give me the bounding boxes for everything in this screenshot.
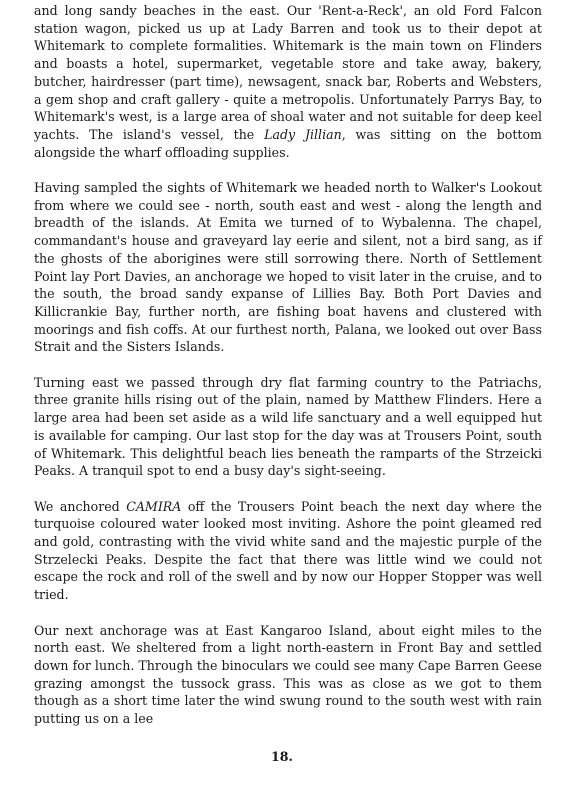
- paragraph: Turning east we passed through dry flat farming country to the Patriachs, three granite hills rising out of the plain, named by Matthew Flinders. Here a large area had been set aside as a wild life sanctuary and a well equipped hut is available for camping. Our last stop for the day was at Trousers Point, south of Whitemark. This delightful beach lies beneath the ramparts of the Strzeicki Peaks. A tranquil spot to end a busy day's sight-seeing.: [34, 374, 542, 479]
- paragraph: Our next anchorage was at East Kangaroo Island, about eight miles to the north east. We sheltered from a light north-eastern in Front Bay and settled down for lunch. Through the binoculars we could see many Cape Barren Geese grazing amongst the tussock grass. This was as close as we got to them though as a short time later the wind swung round to the south west with rain putting us on a lee: [34, 622, 542, 727]
- page-number: 18.: [271, 749, 293, 764]
- paragraph: We anchored CAMIRA off the Trousers Point beach the next day where the turquoise coloured water looked most inviting. Ashore the point gleamed red and gold, contrasting with the vivid white sand and the majestic purple of the Strzelecki Peaks. Despite the fact that there was little wind we could not escape the rock and roll of the swell and by now our Hopper Stopper was well tried.: [34, 498, 543, 603]
- paragraph: and long sandy beaches in the east. Our 'Rent-a-Reck', an old Ford Falcon station wagon, picked us up at Lady Barren and took us to their depot at Whitemark to complete formalities. Whitemark is the main town on Flinders and boasts a hotel, supermarket, vegetable store and take away, bakery, butcher, hairdresser (part time), newsagent, snack bar, Roberts and Websters, a gem shop and craft gallery - quite a metropolis. Unfortunately Parrys Bay, to Whitemark's west, is a large area of shoal water and not suitable for deep keel yachts. The island's vessel, the Lady Jillian, was sitting on the bottom alongside the wharf offloading supplies.: [34, 3, 542, 160]
- body-text: [34, 2, 542, 728]
- paragraph: Having sampled the sights of Whitemark we headed north to Walker's Lookout from where we could see - north, south east and west - along the length and breadth of the islands. At Emita we turned of to Wybalenna. The chapel, commandant's house and graveyard lay eerie and silent, not a bird sang, as if the ghosts of the aborigines were still sorrowing there. North of Settlement Point lay Port Davies, an anchorage we hoped to visit later in the cruise, and to the south, the broad sandy expanse of Lillies Bay. Both Port Davies and Killicrankie Bay, further north, are fishing boat havens and clustered with moorings and fish coffs. At our furthest north, Palana, we looked out over Bass Strait and the Sisters Islands.: [34, 180, 542, 355]
